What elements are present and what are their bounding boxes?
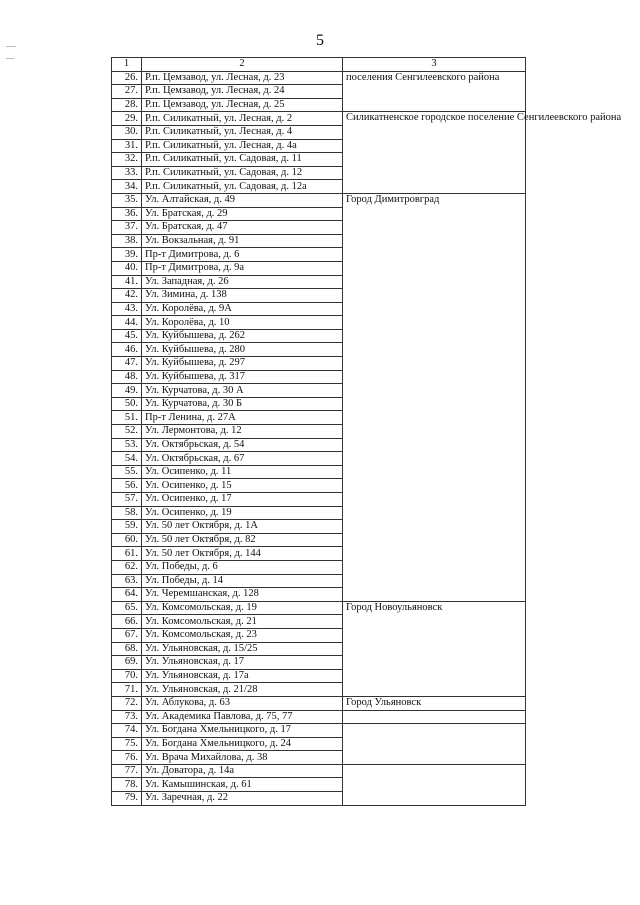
group-location-cell: Силикатненское городское поселение Сенгилеевского района [343, 112, 526, 194]
column-header-1: 1 [112, 58, 142, 72]
row-number: 36. [112, 207, 142, 221]
row-number: 31. [112, 139, 142, 153]
row-number: 33. [112, 166, 142, 180]
row-number: 28. [112, 98, 142, 112]
row-address: Ул. Осипенко, д. 15 [142, 479, 343, 493]
row-number: 66. [112, 615, 142, 629]
row-address: Ул. Ульяновская, д. 17 [142, 656, 343, 670]
row-number: 34. [112, 180, 142, 194]
row-number: 70. [112, 669, 142, 683]
row-address: Ул. Академика Павлова, д. 75, 77 [142, 710, 343, 724]
row-number: 54. [112, 452, 142, 466]
row-address: Ул. Победы, д. 14 [142, 574, 343, 588]
group-location-cell: поселения Сенгилеевского района [343, 71, 526, 112]
row-number: 79. [112, 792, 142, 806]
row-number: 38. [112, 234, 142, 248]
row-address: Ул. Куйбышева, д. 280 [142, 343, 343, 357]
table-row [112, 724, 526, 738]
scan-mark [6, 58, 14, 59]
row-number: 48. [112, 370, 142, 384]
row-number: 27. [112, 85, 142, 99]
row-address: Р.п. Цемзавод, ул. Лесная, д. 24 [142, 85, 343, 99]
row-number: 45. [112, 329, 142, 343]
row-number: 72. [112, 696, 142, 710]
group-location-cell: Город Ульяновск [343, 696, 526, 710]
row-number: 44. [112, 316, 142, 330]
row-number: 40. [112, 261, 142, 275]
row-address: Ул. Камышинская, д. 61 [142, 778, 343, 792]
row-number: 42. [112, 289, 142, 303]
table-header-row [112, 58, 526, 72]
row-number: 46. [112, 343, 142, 357]
row-address: Ул. Осипенко, д. 11 [142, 465, 343, 479]
row-address: Р.п. Силикатный, ул. Лесная, д. 4а [142, 139, 343, 153]
row-number: 51. [112, 411, 142, 425]
page-number: 5 [316, 32, 324, 49]
row-address: Ул. 50 лет Октября, д. 82 [142, 533, 343, 547]
row-number: 61. [112, 547, 142, 561]
column-header-3: 3 [343, 58, 526, 72]
row-number: 75. [112, 737, 142, 751]
row-number: 52. [112, 425, 142, 439]
row-number: 67. [112, 628, 142, 642]
row-address: Ул. Западная, д. 26 [142, 275, 343, 289]
row-number: 41. [112, 275, 142, 289]
row-address: Р.п. Цемзавод, ул. Лесная, д. 25 [142, 98, 343, 112]
group-location-cell: Город Новоульяновск [343, 601, 526, 696]
row-number: 53. [112, 438, 142, 452]
row-number: 74. [112, 724, 142, 738]
row-address: Ул. Черемшанская, д. 128 [142, 588, 343, 602]
row-number: 78. [112, 778, 142, 792]
row-number: 68. [112, 642, 142, 656]
group-location-cell [343, 724, 526, 765]
table-row [112, 71, 526, 85]
group-location-cell [343, 710, 526, 724]
row-address: Ул. 50 лет Октября, д. 144 [142, 547, 343, 561]
row-address: Пр-т Димитрова, д. 9а [142, 261, 343, 275]
row-number: 69. [112, 656, 142, 670]
row-number: 60. [112, 533, 142, 547]
table-row [112, 764, 526, 778]
row-address: Ул. Богдана Хмельницкого, д. 17 [142, 724, 343, 738]
group-location-cell [343, 764, 526, 805]
row-address: Ул. Лермонтова, д. 12 [142, 425, 343, 439]
row-number: 63. [112, 574, 142, 588]
row-number: 57. [112, 493, 142, 507]
row-address: Ул. Куйбышева, д. 262 [142, 329, 343, 343]
column-header-2: 2 [142, 58, 343, 72]
row-number: 26. [112, 71, 142, 85]
row-address: Ул. Куйбышева, д. 317 [142, 370, 343, 384]
row-number: 30. [112, 125, 142, 139]
row-number: 47. [112, 357, 142, 371]
table-row [112, 601, 526, 615]
row-address: Р.п. Силикатный, ул. Садовая, д. 12а [142, 180, 343, 194]
row-number: 64. [112, 588, 142, 602]
row-number: 29. [112, 112, 142, 126]
row-number: 77. [112, 764, 142, 778]
row-number: 56. [112, 479, 142, 493]
scan-mark [6, 46, 16, 47]
row-address: Ул. Осипенко, д. 17 [142, 493, 343, 507]
row-address: Ул. Курчатова, д. 30 А [142, 384, 343, 398]
table-body [112, 71, 622, 805]
table-row [112, 193, 526, 207]
row-address: Р.п. Силикатный, ул. Лесная, д. 2 [142, 112, 343, 126]
row-address: Ул. Богдана Хмельницкого, д. 24 [142, 737, 343, 751]
row-number: 55. [112, 465, 142, 479]
row-address: Р.п. Цемзавод, ул. Лесная, д. 23 [142, 71, 343, 85]
row-address: Ул. 50 лет Октября, д. 1А [142, 520, 343, 534]
row-address: Пр-т Ленина, д. 27А [142, 411, 343, 425]
group-location-cell: Город Димитровград [343, 193, 526, 601]
row-address: Ул. Ульяновская, д. 15/25 [142, 642, 343, 656]
row-address: Р.п. Силикатный, ул. Садовая, д. 12 [142, 166, 343, 180]
row-number: 37. [112, 221, 142, 235]
row-number: 62. [112, 560, 142, 574]
row-address: Ул. Победы, д. 6 [142, 560, 343, 574]
row-address: Ул. Октябрьская, д. 67 [142, 452, 343, 466]
row-address: Ул. Вокзальная, д. 91 [142, 234, 343, 248]
row-number: 76. [112, 751, 142, 765]
row-number: 59. [112, 520, 142, 534]
row-address: Ул. Братская, д. 47 [142, 221, 343, 235]
row-address: Пр-т Димитрова, д. 6 [142, 248, 343, 262]
table-row [112, 112, 526, 126]
row-address: Ул. Куйбышева, д. 297 [142, 357, 343, 371]
row-address: Ул. Аблукова, д. 63 [142, 696, 343, 710]
row-address: Ул. Ульяновская, д. 17а [142, 669, 343, 683]
row-number: 35. [112, 193, 142, 207]
row-address: Ул. Зимина, д. 138 [142, 289, 343, 303]
row-address: Ул. Комсомольская, д. 23 [142, 628, 343, 642]
row-number: 39. [112, 248, 142, 262]
row-address: Ул. Братская, д. 29 [142, 207, 343, 221]
row-address: Ул. Королёва, д. 9А [142, 302, 343, 316]
row-address: Ул. Комсомольская, д. 19 [142, 601, 343, 615]
row-address: Ул. Заречная, д. 22 [142, 792, 343, 806]
row-address: Р.п. Силикатный, ул. Лесная, д. 4 [142, 125, 343, 139]
row-address: Ул. Курчатова, д. 30 Б [142, 397, 343, 411]
registry-table [111, 57, 622, 806]
row-number: 32. [112, 153, 142, 167]
row-number: 43. [112, 302, 142, 316]
row-address: Ул. Ульяновская, д. 21/28 [142, 683, 343, 697]
row-number: 58. [112, 506, 142, 520]
row-number: 71. [112, 683, 142, 697]
row-address: Ул. Алтайская, д. 49 [142, 193, 343, 207]
row-number: 73. [112, 710, 142, 724]
row-address: Р.п. Силикатный, ул. Садовая, д. 11 [142, 153, 343, 167]
row-address: Ул. Королёва, д. 10 [142, 316, 343, 330]
row-number: 49. [112, 384, 142, 398]
table-row [112, 696, 526, 710]
row-address: Ул. Доватора, д. 14а [142, 764, 343, 778]
row-address: Ул. Октябрьская, д. 54 [142, 438, 343, 452]
row-address: Ул. Комсомольская, д. 21 [142, 615, 343, 629]
table-row [112, 710, 526, 724]
row-address: Ул. Осипенко, д. 19 [142, 506, 343, 520]
row-number: 50. [112, 397, 142, 411]
row-address: Ул. Врача Михайлова, д. 38 [142, 751, 343, 765]
row-number: 65. [112, 601, 142, 615]
